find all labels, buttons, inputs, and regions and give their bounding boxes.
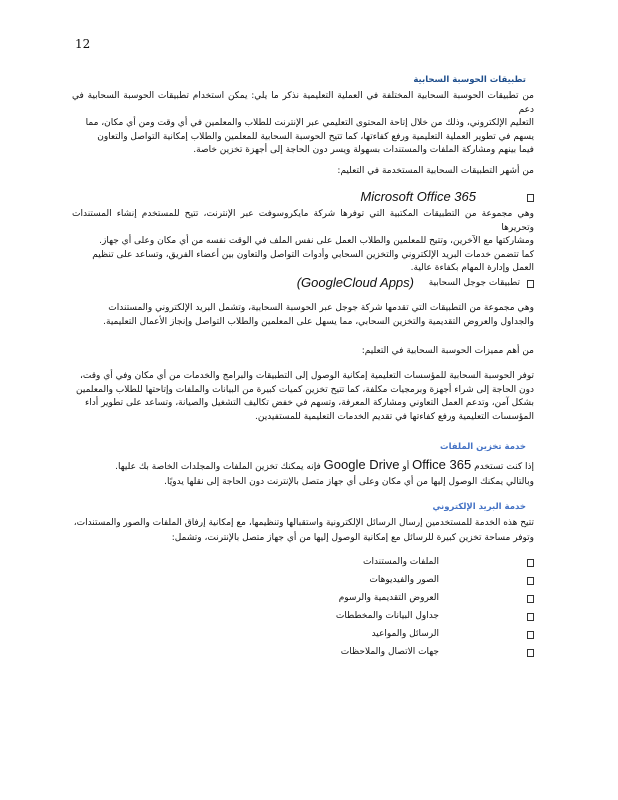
bullet-square-icon [527, 280, 534, 288]
text-span: فإنه يمكنك تخزين الملفات والمجلدات الخاصة بك عليها. [115, 462, 321, 472]
mid-lead: من أهم مميزات الحوسبة السحابية في التعليم: [361, 346, 534, 356]
list-item [294, 647, 534, 661]
body-line: ومشاركتها مع الآخرين، وتتيح للمعلمين والطلاب العمل على نفس الملف في الوقت نفسه من أي مكان وعلى أي جهاز. [99, 236, 534, 246]
list-item-text: الرسائل والمواعيد [371, 629, 439, 639]
bullet-office365-body [72, 208, 534, 276]
bullet-square-icon [527, 631, 534, 639]
intro-line: يسهم في تطوير العملية التعليمية ورفع كفاءتها، كما تتيح الحوسبة السحابية للمعلمين والطلاب إمكانية التواصل والتعاون [97, 131, 534, 142]
storage-line-2: وبالتالي يمكنك الوصول إليها من أي مكان وعلى أي جهاز متصل بالإنترنت دون الحاجة إلى نقلها يدويًا. [164, 477, 534, 487]
email-line-1: تتيح هذه الخدمة للمستخدمين إرسال الرسائل الإلكترونية واستقبالها وتنظيمها، مع إمكانية إرفاق الملفات والصور والمستندات، [73, 518, 534, 528]
bullet-title: (GoogleCloud Apps) [296, 275, 414, 290]
google-drive-label: Google Drive [323, 457, 400, 472]
body-line: دون الحاجة إلى شراء أجهزة وبرمجيات مكلفة، كما تتيح تخزين كميات كبيرة من البيانات والملفات وإتاحتها للطلاب والمعلمين [76, 384, 534, 395]
list-item [294, 575, 534, 589]
body-line: وهي مجموعة من التطبيقات المكتبية التي توفرها شركة مايكروسوفت عبر الإنترنت، تتيح للمستخدم إنشاء المستندات وتحريرها [72, 209, 534, 233]
bullet-square-icon [527, 613, 534, 621]
bullet-square-icon [527, 559, 534, 567]
list-item-text: الملفات والمستندات [362, 557, 439, 567]
list-item-text: جهات الاتصال والملاحظات [340, 647, 439, 657]
list-item-text: الصور والفيديوهات [369, 575, 439, 585]
bullet-office365 [72, 189, 534, 206]
bullet-square-icon [527, 595, 534, 603]
body-line: بشكل آمن، وتدعم العمل التعاوني ومشاركة المعرفة، وتسهم في خفض تكاليف التشغيل والصيانة، وتساعد على تطوير أداء [84, 398, 534, 408]
section-heading-main: تطبيقات الحوسبة السحابية [413, 75, 526, 85]
list-item [294, 611, 534, 625]
list-item [294, 593, 534, 607]
list-item-text: جداول البيانات والمخططات [335, 611, 439, 621]
body-line: والجداول والعروض التقديمية والتخزين السحابي، مما يسهل على المعلمين والطلاب التواصل وإنجاز الأعمال التعليمية. [103, 316, 534, 327]
intro-line: فيما بينهم ومشاركة الملفات والمستندات بسهولة ويسر دون الحاجة إلى أجهزة تخزين خاصة. [193, 145, 534, 155]
bullet-square-icon [527, 649, 534, 657]
intro-paragraph [72, 90, 534, 158]
body-line: العمل وإدارة المهام بكفاءة عالية. [410, 263, 534, 273]
email-heading: خدمة البريد الإلكتروني [432, 502, 526, 512]
intro-line: التعليم الإلكتروني، وذلك من خلال إتاحة المحتوى التعليمي عبر الإنترنت للطلاب والمعلمين في أي وقت ومن أي مكان، مما [85, 118, 534, 128]
advantages-paragraph [72, 370, 534, 424]
bullet-google-body [72, 302, 534, 329]
text-span: أو [402, 462, 410, 472]
body-line: وهي مجموعة من التطبيقات التي تقدمها شركة جوجل عبر الحوسبة السحابية، وتشمل البريد الإلكتروني والمستندات [108, 303, 534, 313]
list-item [294, 629, 534, 643]
bullet-square-icon [527, 577, 534, 585]
list-item [294, 557, 534, 571]
text-span: إذا كنت تستخدم [474, 462, 534, 472]
storage-line-1 [72, 458, 534, 474]
body-line: المؤسسات التعليمية ورفع كفاءتها في تقديم الخدمات التعليمية للمستفيدين. [254, 411, 534, 422]
bullet-square-icon [527, 194, 534, 202]
office365-label: Office 365 [412, 457, 472, 472]
body-line: كما تتضمن خدمات البريد الإلكتروني والتخزين السحابي وأدوات التواصل والتعاون بين أعضاء الفريق، وتساعد على تنظيم [92, 249, 534, 260]
bullet-label: تطبيقات جوجل السحابية [428, 278, 520, 288]
page-number: 12 [75, 37, 91, 51]
email-line-2: وتوفر مساحة تخزين كبيرة للرسائل مع إمكانية الوصول إليها من أي جهاز متصل بالإنترنت، وتشمل: [171, 533, 534, 543]
intro-lead: من أشهر التطبيقات السحابية المستخدمة في التعليم: [337, 166, 534, 176]
bullet-google-cloud [72, 275, 534, 292]
intro-line: من تطبيقات الحوسبة السحابية المختلفة في العملية التعليمية نذكر ما يلي: يمكن استخدام تطبيقات الحوسبة السحابية في دعم [72, 91, 534, 115]
bullet-title: Microsoft Office 365 [360, 189, 476, 204]
storage-heading: خدمة تخزين الملفات [440, 442, 526, 452]
body-line: توفر الحوسبة السحابية للمؤسسات التعليمية إمكانية الوصول إلى التطبيقات والبرامج والخدمات من أي مكان وفي أي وقت، [79, 371, 534, 381]
list-item-text: العروض التقديمية والرسوم [338, 593, 439, 603]
